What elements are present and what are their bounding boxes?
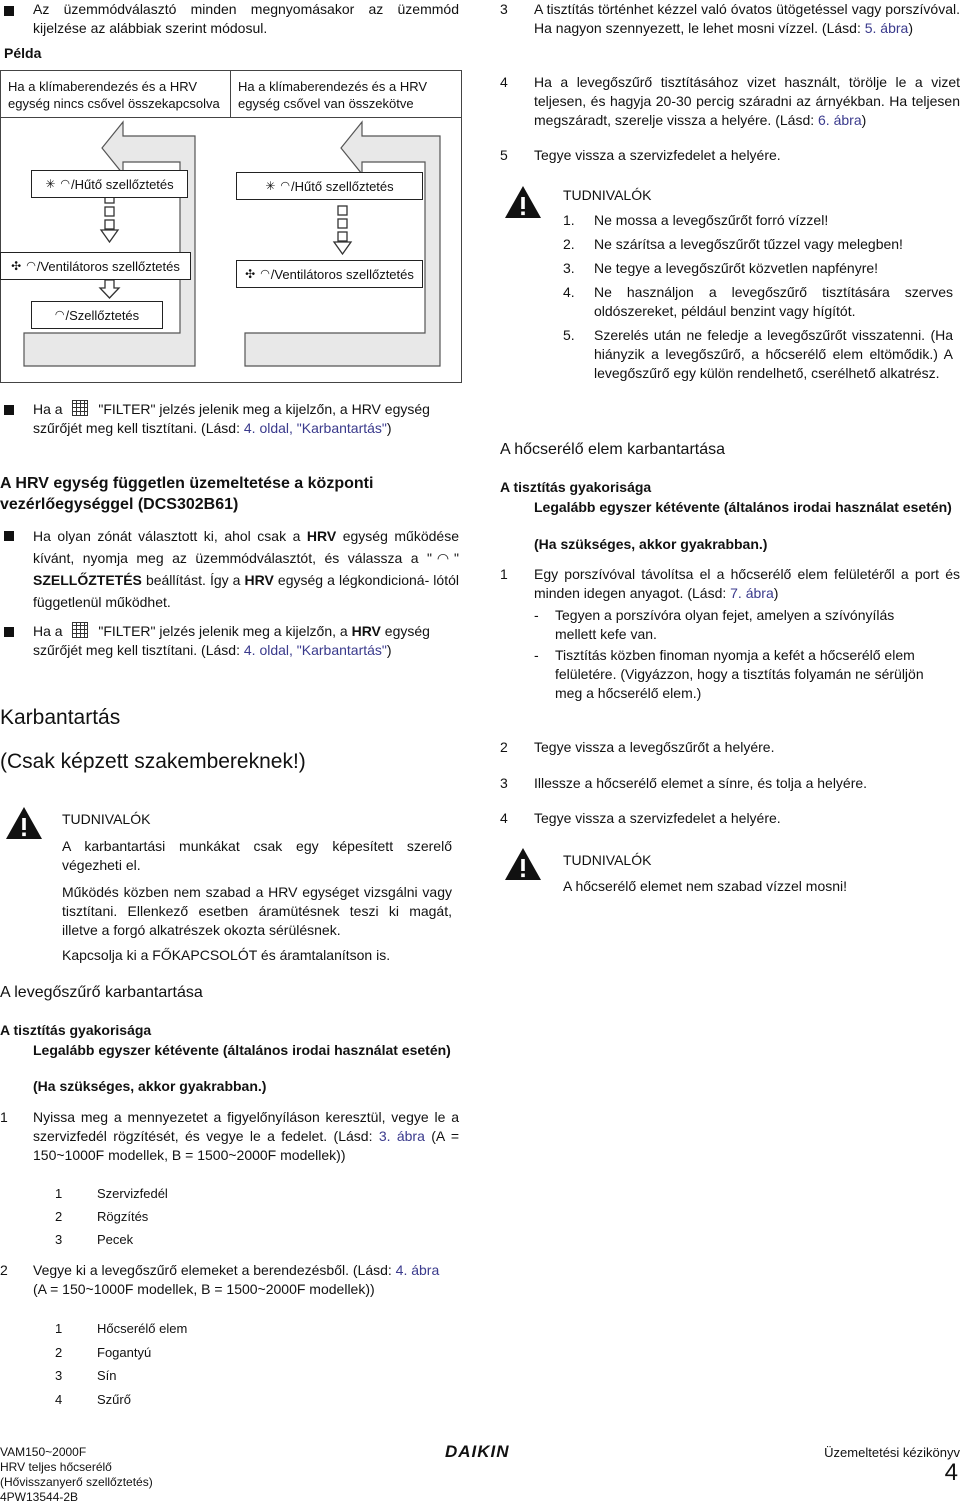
hx-substep-2: Tisztítás közben finoman nyomja a kefét a hőcserélő elem felületére. (Vigyázzon, hogy a tisztítás folyamán ne sérüljön meg a hőcserélő elem.): [555, 647, 924, 701]
text: ): [908, 20, 913, 36]
dcs-bullet: [33, 525, 459, 613]
vent-icon: ◠: [260, 267, 270, 280]
legend-text: Hőcserélő elem: [97, 1321, 188, 1336]
legend-num: 1: [55, 1321, 63, 1336]
footer-info: [0, 1445, 153, 1505]
figure-link[interactable]: 4. ábra: [395, 1262, 440, 1278]
diagram-divider: [230, 70, 231, 118]
dash: -: [534, 607, 539, 623]
text: Ha olyan zónát választott ki, ahol csak a: [33, 528, 301, 544]
frequency-text: Legalább egyszer kétévente (általános irodai használat esetén): [534, 499, 952, 515]
frequency-text: Legalább egyszer kétévente (általános irodai használat esetén): [33, 1042, 451, 1058]
hx-step-2: Tegye vissza a levegőszűrőt a helyére.: [534, 739, 775, 755]
text: Nyissa meg a mennyezetet a figyelőnyíláson keresztül, vegye le a szervizfedél rögzítését, és vegye le a fedelet. (Lásd:: [33, 1109, 459, 1144]
hx-substep-1: Tegyen a porszívóra olyan fejet, amelyen a szívónyílás mellett kefe van.: [555, 607, 895, 642]
vent-icon: ◠: [26, 259, 36, 272]
bullet-square: [4, 405, 14, 415]
dash: -: [534, 647, 539, 663]
manual-title: Üzemeltetési kézikönyv: [824, 1445, 960, 1460]
step-4: [534, 73, 960, 130]
text: Vegye ki a levegőszűrő elemeket a berendezésből. (Lásd:: [33, 1262, 392, 1278]
page-number: 4: [944, 1459, 958, 1486]
legend-text: Sín: [97, 1368, 117, 1383]
figure-link[interactable]: 3. ábra: [378, 1128, 425, 1144]
mode-label: /Hűtő szellőztetés: [291, 178, 394, 194]
notice-item: [563, 326, 953, 383]
item-num: 5.: [563, 327, 575, 343]
notice-item: [563, 235, 953, 254]
legend-list-2: [55, 1317, 187, 1411]
bullet-square: [4, 627, 14, 637]
frequency-text-2: (Ha szükséges, akkor gyakrabban.): [534, 536, 768, 552]
hx-step-4: Tegye vissza a szervizfedelet a helyére.: [534, 810, 781, 826]
hrv-bold: HRV: [306, 528, 337, 544]
legend-text: Szűrő: [97, 1391, 131, 1407]
notice-text: A karbantartási munkákat csak egy képesített szerelő végezheti el.: [62, 838, 452, 873]
frequency-title: A tisztítás gyakorisága: [0, 1022, 152, 1038]
hx-step-1: [534, 565, 960, 603]
figure-link[interactable]: 6. ábra: [818, 112, 862, 128]
notice-item: [563, 211, 953, 230]
mode-box-fan-vent-2: [236, 260, 423, 288]
product-name: HRV teljes hőcserélő: [0, 1460, 112, 1474]
legend-num: 2: [55, 1344, 63, 1360]
mode-label: /Ventilátoros szellőztetés: [270, 266, 414, 282]
legend-item: [55, 1228, 168, 1251]
document-number: 4PW13544-2B: [0, 1490, 79, 1504]
vent-icon: ◠: [280, 179, 291, 192]
text: egység szűrőjét meg kell tisztítani. (Lásd:: [33, 623, 430, 658]
figure-link[interactable]: 5. ábra: [864, 20, 909, 36]
mode-label: /Ventilátoros szellőztetés: [36, 258, 180, 274]
legend-item: [55, 1341, 187, 1365]
filter-notice-1: [33, 400, 459, 438]
item-num: 2.: [563, 236, 575, 252]
text: egység a légkondicioná- lótól függetlenül működhet.: [33, 572, 459, 610]
mode-box-vent: [31, 301, 163, 329]
step-number: 4: [500, 810, 508, 826]
bullet-square: [4, 6, 14, 16]
text: Ha a levegőszűrő tisztításához vizet használt, törölje le a vizet teljesen, és hagyja 20-30 percig száradni az árnyékban. Ha teljesen megszáradt, szerelje vissza a helyére. (Lásd:: [534, 74, 960, 128]
heat-exchanger-heading: A hőcserélő elem karbantartása: [500, 441, 726, 458]
mode-label: /Hűtő szellőztetés: [71, 176, 174, 192]
filter-icon: [72, 622, 88, 638]
text: ): [861, 112, 867, 128]
mode-label: /Szellőztetés: [65, 307, 140, 323]
experts-only-heading: (Csak képzett szakembereknek!): [0, 750, 306, 773]
hrv-bold: HRV: [351, 623, 381, 639]
vent-icon: ◠: [60, 177, 71, 190]
legend-num: 2: [55, 1209, 63, 1224]
fan-icon: ✣: [245, 266, 256, 281]
text: A tisztítás történhet kézzel való óvatos ütögetéssel vagy porszívóval. Ha nagyon szennyezett, le lehet mosni vízzel. (Lásd:: [534, 1, 960, 36]
diagram-col1-header: Ha a klímaberendezés és a HRV egység nincs csővel összekapcsolva: [8, 79, 220, 111]
step-number: 2: [0, 1262, 8, 1278]
text: Ha a: [33, 401, 63, 417]
item-num: 4.: [563, 284, 575, 300]
step-number: 1: [500, 566, 508, 582]
notice-title: TUDNIVALÓK: [563, 852, 652, 868]
product-subtitle: (Hővisszanyerő szellőztetés): [0, 1475, 153, 1489]
mode-box-fan-vent: [0, 252, 191, 280]
step-number: 1: [0, 1109, 8, 1125]
text: ): [386, 642, 392, 658]
intro-text: Az üzemmódválasztó minden megnyomásakor az üzemmód kijelzése az alábbiak szerint módosul.: [33, 1, 459, 36]
figure-link[interactable]: 7. ábra: [730, 585, 774, 601]
frequency-title: A tisztítás gyakorisága: [500, 479, 652, 495]
legend-num: 1: [55, 1186, 63, 1201]
sun-icon: ✳: [45, 176, 56, 191]
cycle-arrows: [0, 118, 460, 380]
mode-bold: SZELLŐZTETÉS: [33, 572, 142, 588]
legend-num: 3: [55, 1232, 63, 1247]
warning-icon: [503, 846, 543, 882]
model-code: VAM150~2000F: [0, 1445, 87, 1459]
step-5: Tegye vissza a szervizfedelet a helyére.: [534, 147, 781, 163]
item-num: 1.: [563, 212, 575, 228]
notice-item: [563, 283, 953, 321]
text: ": [454, 550, 459, 566]
step-number: 4: [500, 74, 508, 90]
text: beállítást. Így a: [145, 572, 241, 588]
bullet-square: [4, 531, 14, 541]
vent-icon: ◠: [54, 308, 65, 321]
filter-notice-2: [33, 622, 459, 660]
text: "FILTER" jelzés jelenik meg a kijelzőn, a: [98, 623, 348, 639]
step-number: 2: [500, 739, 508, 755]
legend-item: [55, 1182, 168, 1205]
step-3: [534, 0, 960, 38]
hx-step-3: Illessze a hőcserélő elemet a sínre, és tolja a helyére.: [534, 775, 868, 791]
text: (A = 150~1000F modellek, B = 1500~2000F modellek)): [33, 1281, 375, 1297]
legend-text: Szervizfedél: [97, 1186, 168, 1201]
page-link[interactable]: 4. oldal, "Karbantartás": [243, 420, 387, 436]
warning-icon: [4, 805, 44, 841]
warning-icon: [503, 184, 543, 220]
filter-icon: [72, 400, 88, 416]
notice-item: [563, 259, 953, 278]
legend-item: [55, 1205, 168, 1228]
text: ): [386, 420, 392, 436]
step-number: 3: [500, 775, 508, 791]
text: Ha a: [33, 623, 63, 639]
mode-box-cool-vent-2: [236, 172, 423, 200]
notice-title: TUDNIVALÓK: [62, 811, 151, 827]
notice-title: TUDNIVALÓK: [563, 187, 652, 203]
step-number: 5: [500, 147, 508, 163]
item-text: Ne használjon a levegőszűrő tisztítására szerves oldószereket, például benzint vagy hígítót.: [594, 284, 953, 319]
text: Egy porszívóval távolítsa el a hőcserélő elem felületéről a port és minden idegen anyagot. (Lásd:: [534, 566, 960, 601]
page-link[interactable]: 4. oldal, "Karbantartás": [243, 642, 387, 658]
step-1: [33, 1108, 459, 1165]
legend-item: [55, 1317, 187, 1341]
mode-box-cool-vent: [31, 170, 188, 198]
text: (A = 150~1000F modellek, B = 1500~2000F modellek)): [33, 1128, 459, 1163]
fan-icon: ✣: [11, 258, 22, 273]
filter-maintenance-heading: A levegőszűrő karbantartása: [0, 984, 203, 1001]
dcs-heading: A HRV egység független üzemeltetése a központi vezérlőegységgel (DCS302B61): [0, 475, 374, 513]
maintenance-heading: Karbantartás: [0, 706, 121, 729]
daikin-logo: DAIKIN: [445, 1442, 510, 1461]
sun-icon: ✳: [265, 178, 276, 193]
legend-text: Rögzítés: [97, 1209, 149, 1224]
diagram-col2-header: Ha a klímaberendezés és a HRV egység csővel van összekötve: [238, 79, 428, 111]
text: "FILTER" jelzés jelenik meg a kijelzőn, a HRV egység szűrőjét meg kell tisztítani. (Lásd:: [33, 401, 430, 436]
legend-num: 4: [55, 1391, 63, 1407]
item-text: Ne tegye a levegőszűrőt közvetlen napfényre!: [594, 260, 879, 276]
legend-text: Fogantyú: [97, 1344, 152, 1360]
step-number: 3: [500, 1, 508, 17]
notice-text: Működés közben nem szabad a HRV egységet vizsgálni vagy tisztítani. Ellenkező esetben áramütésnek teszi ki magát, illetve a forgó alkatrészek okozta sérülésnek.: [62, 884, 452, 938]
notice-text: Kapcsolja ki a FŐKAPCSOLÓT és áramtalanítson is.: [62, 947, 391, 963]
item-text: Ne mossa a levegőszűrőt forró vízzel!: [594, 212, 829, 228]
text: egység működése kívánt, nyomja meg az üzemmódválasztót, és válassza a ": [33, 528, 459, 566]
item-text: Ne szárítsa a levegőszűrőt tűzzel vagy melegben!: [594, 236, 903, 252]
legend-item: [55, 1364, 187, 1388]
vent-icon: ◠: [436, 550, 450, 566]
item-text: Szerelés után ne feledje a levegőszűrőt visszatenni. (Ha hiányzik a levegőszűrő, a hőcserélő elem eltömődik.) A levegőszűrő egy külön rendelhető, cserélhető alkatrész.: [594, 327, 953, 381]
legend-num: 3: [55, 1368, 63, 1383]
legend-item: [55, 1388, 187, 1412]
hrv-bold: HRV: [244, 572, 274, 588]
step-2: [33, 1261, 459, 1299]
frequency-text-2: (Ha szükséges, akkor gyakrabban.): [33, 1078, 267, 1094]
item-num: 3.: [563, 260, 575, 276]
text: ): [773, 585, 779, 601]
legend-text: Pecek: [97, 1232, 134, 1247]
legend-list-1: [55, 1182, 168, 1251]
notice-text: A hőcserélő elemet nem szabad vízzel mosni!: [563, 878, 848, 894]
example-label: Példa: [4, 45, 42, 61]
notice-list: [563, 211, 953, 383]
